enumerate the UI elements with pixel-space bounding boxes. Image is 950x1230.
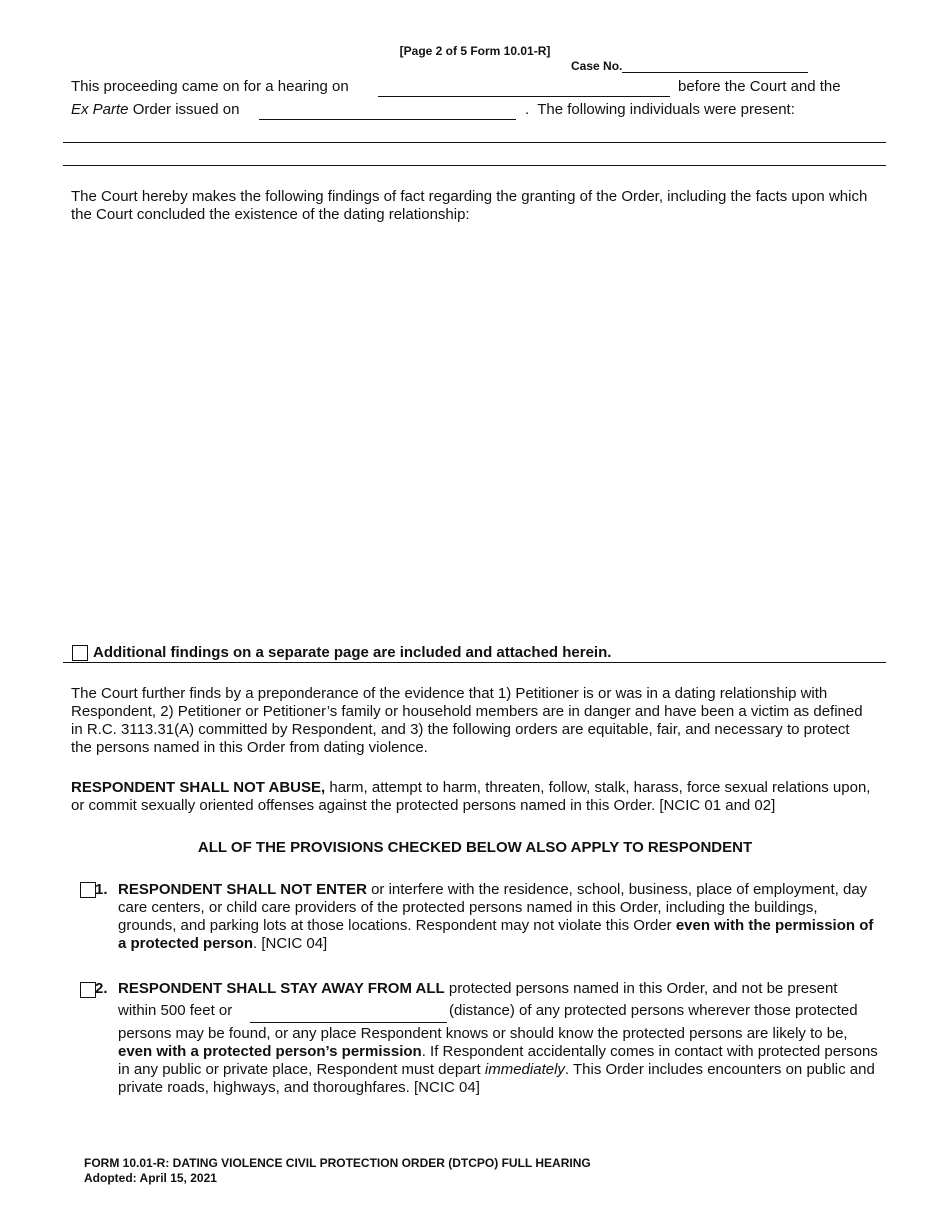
- provision-2-immediately: immediately: [484, 1061, 565, 1078]
- provision-1-heading: RESPONDENT SHALL NOT ENTER: [118, 881, 367, 898]
- provision-1-number: 1.: [95, 881, 108, 898]
- hearing-line-2-suffix: . The following individuals were present:: [525, 101, 795, 118]
- ex-parte-label: Ex Parte: [71, 101, 129, 118]
- case-number-field[interactable]: [622, 60, 808, 73]
- provision-1-text: [118, 881, 878, 953]
- provision-2-line-1-text: protected persons named in this Order, and not be present: [444, 980, 838, 997]
- provision-2-body-text: persons may be found, or any place Respondent knows or should know the protected persons are likely to be,: [118, 1025, 848, 1042]
- additional-findings-checkbox[interactable]: [72, 645, 88, 661]
- provision-1-emphasis: even with the permission of a protected person: [118, 917, 874, 952]
- provision-2-within-suffix: (distance) of any protected persons wherever those protected: [449, 1002, 858, 1019]
- provision-2-body-text-2: . If Respondent accidentally comes in contact with protected persons in any public or private place, Respondent must depart: [118, 1043, 878, 1078]
- order-issued-date-field[interactable]: [259, 101, 516, 120]
- form-footer: [84, 1156, 591, 1186]
- additional-findings-label: Additional findings on a separate page are included and attached herein.: [93, 644, 612, 661]
- shall-not-abuse-paragraph: [71, 779, 871, 815]
- shall-not-abuse-text: harm, attempt to harm, threaten, follow, stalk, harass, force sexual relations upon, or commit sexually oriented offenses against the protected persons named in this Order. [NCIC 01 and 02]: [71, 779, 871, 814]
- footer-adopted-date: Adopted: April 15, 2021: [84, 1171, 217, 1185]
- present-individuals-line-1[interactable]: [63, 142, 886, 143]
- hearing-line-1-prefix: This proceeding came on for a hearing on: [71, 78, 349, 95]
- provision-1-body: or interfere with the residence, school, business, place of employment, day care centers, or child care providers of the protected persons named in this Order, including the buildings, grounds, and parking lots at those locations. Respondent may not violate this Order: [118, 881, 868, 934]
- present-individuals-line-2[interactable]: [63, 165, 886, 166]
- provision-2-line-1: [118, 980, 837, 998]
- provision-2-checkbox[interactable]: [80, 982, 96, 998]
- hearing-date-field[interactable]: [378, 78, 670, 97]
- page-indicator: [Page 2 of 5 Form 10.01-R]: [399, 44, 551, 58]
- case-number: [571, 59, 808, 73]
- preponderance-paragraph: The Court further finds by a preponderance of the evidence that 1) Petitioner is or was in a dating relationship with Respondent, 2) Petitioner or Petitioner’s family or household members are in danger and have been a victim as defined in R.C. 3113.31(A) committed by Respondent, and 3) the following orders are equitable, fair, and necessary to protect the persons named in this Order from dating violence.: [71, 685, 863, 756]
- provision-2-within-label: within 500 feet or: [118, 1002, 233, 1019]
- provision-2-body-text-3: . This Order includes encounters on public and private roads, highways, and thoroughfares. [NCIC 04]: [118, 1061, 875, 1096]
- provision-1-checkbox[interactable]: [80, 882, 96, 898]
- provision-2-number: 2.: [95, 980, 108, 997]
- footer-form-title: FORM 10.01-R: DATING VIOLENCE CIVIL PROTECTION ORDER (DTCPO) FULL HEARING: [84, 1156, 591, 1170]
- hearing-line-2-prefix: [71, 101, 239, 119]
- hearing-line-1-suffix: before the Court and the: [678, 78, 841, 95]
- provisions-heading: ALL OF THE PROVISIONS CHECKED BELOW ALSO APPLY TO RESPONDENT: [197, 839, 753, 856]
- findings-blank-area[interactable]: [71, 232, 871, 632]
- section-divider: [63, 662, 886, 663]
- order-issued-label: Order issued on: [128, 101, 240, 118]
- shall-not-abuse-heading: RESPONDENT SHALL NOT ABUSE,: [71, 779, 326, 796]
- findings-intro: The Court hereby makes the following findings of fact regarding the granting of the Order, including the facts upon which the Court concluded the existence of the dating relationship:: [71, 188, 868, 223]
- provision-2-emphasis: even with a protected person’s permission: [118, 1043, 422, 1060]
- provision-2-heading: RESPONDENT SHALL STAY AWAY FROM ALL: [118, 980, 445, 997]
- distance-field[interactable]: [250, 1002, 447, 1023]
- case-number-label: Case No.: [571, 59, 623, 73]
- provision-2-body: [118, 1025, 880, 1097]
- provision-1-ncic: . [NCIC 04]: [253, 935, 328, 952]
